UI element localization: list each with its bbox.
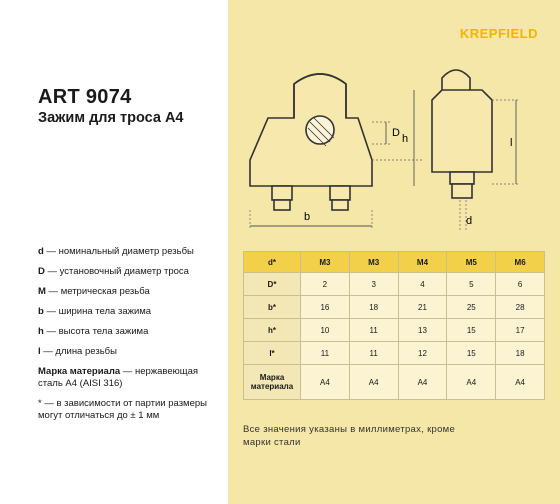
table-cell: 15 <box>447 319 496 342</box>
table-cell: 10 <box>301 319 350 342</box>
footnote: * — в зависимости от партии размеры могут отличаться до ± 1 мм <box>38 398 207 421</box>
legend-item: d — номинальный диаметр резьбы <box>38 246 194 257</box>
table-cell: A4 <box>301 365 350 400</box>
dimension-D: D <box>392 127 400 139</box>
legend-item: D — установочный диаметр троса <box>38 266 189 277</box>
table-cell: 18 <box>349 296 398 319</box>
table-cell: 12 <box>398 342 447 365</box>
table-cell: 5 <box>447 273 496 296</box>
table-header-cell: M5 <box>447 252 496 273</box>
table-cell: 11 <box>301 342 350 365</box>
spec-table <box>243 251 545 400</box>
table-header-cell: M6 <box>496 252 545 273</box>
dimension-h: h <box>402 133 409 145</box>
table-header-cell: M3 <box>301 252 350 273</box>
material-note: Марка материала — нержавеющая сталь A4 (AISI 316) <box>38 366 198 389</box>
table-cell: 3 <box>349 273 398 296</box>
table-header-cell: d* <box>244 252 301 273</box>
left-panel <box>0 0 228 504</box>
table-cell: A4 <box>349 365 398 400</box>
table-cell: 25 <box>447 296 496 319</box>
table-cell: 21 <box>398 296 447 319</box>
row-header: Марка материала <box>244 365 301 400</box>
table-row <box>244 296 545 319</box>
table-row <box>244 342 545 365</box>
table-cell: 6 <box>496 273 545 296</box>
technical-drawing <box>230 60 550 240</box>
table-cell: A4 <box>398 365 447 400</box>
legend-item: b — ширина тела зажима <box>38 306 152 317</box>
table-cell: 4 <box>398 273 447 296</box>
table-row <box>244 319 545 342</box>
legend-item: h — высота тела зажима <box>38 326 149 337</box>
legend <box>38 246 224 430</box>
table-header-cell: M4 <box>398 252 447 273</box>
legend-item: M — метрическая резьба <box>38 286 150 297</box>
row-header: h* <box>244 319 301 342</box>
dimension-l: l <box>510 137 513 149</box>
table-cell: 11 <box>349 319 398 342</box>
table-row <box>244 273 545 296</box>
table-header-row <box>244 252 545 273</box>
row-header: b* <box>244 296 301 319</box>
table-cell: 15 <box>447 342 496 365</box>
table-cell: 11 <box>349 342 398 365</box>
dimension-d: d <box>466 215 473 227</box>
brand-logo: KREPFIELD <box>459 26 538 41</box>
table-cell: 17 <box>496 319 545 342</box>
table-row <box>244 365 545 400</box>
dimension-b: b <box>304 211 311 223</box>
table-cell: 13 <box>398 319 447 342</box>
row-header: D* <box>244 273 301 296</box>
row-header: l* <box>244 342 301 365</box>
table-cell: 18 <box>496 342 545 365</box>
table-header-cell: M3 <box>349 252 398 273</box>
table-cell: A4 <box>447 365 496 400</box>
table-cell: A4 <box>496 365 545 400</box>
legend-item: l — длина резьбы <box>38 346 117 357</box>
units-note: Все значения указаны в миллиметрах, кроме марки стали <box>243 424 456 448</box>
article-number: ART 9074 <box>38 86 132 108</box>
product-subtitle: Зажим для троса А4 <box>38 110 184 126</box>
table-cell: 2 <box>301 273 350 296</box>
table-cell: 16 <box>301 296 350 319</box>
table-cell: 28 <box>496 296 545 319</box>
